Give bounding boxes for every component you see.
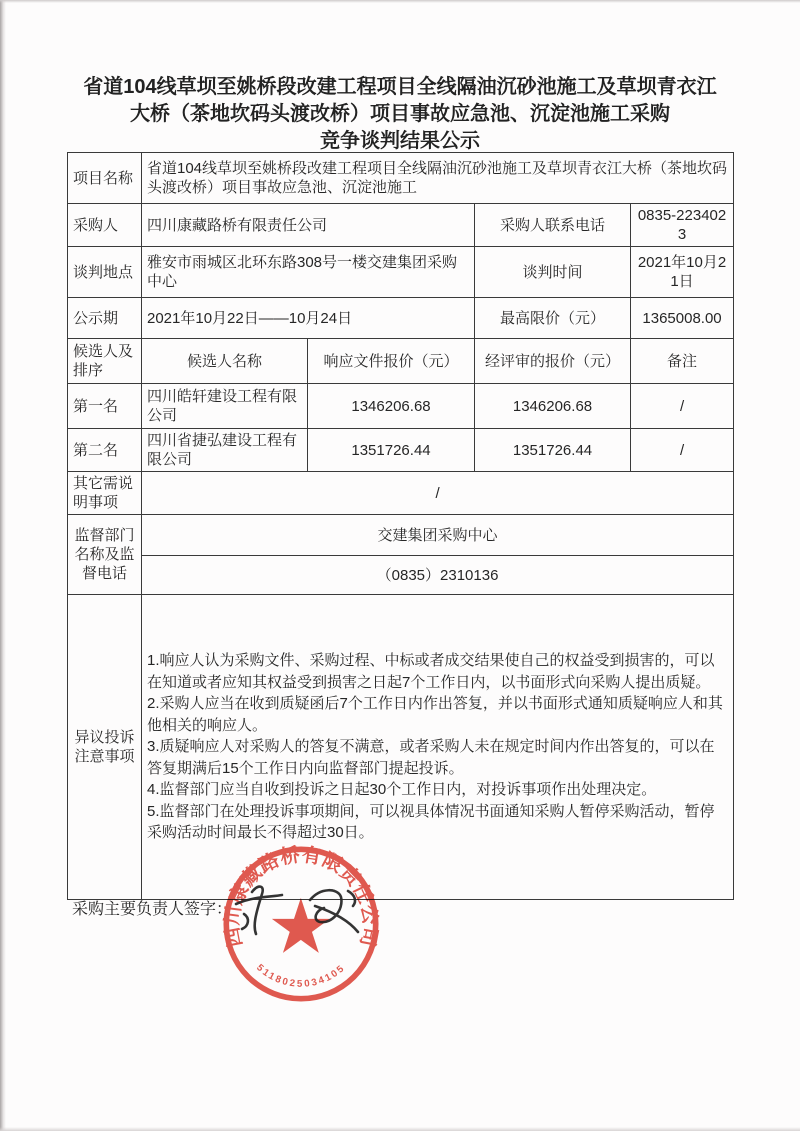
purchaser-label: 采购人 <box>68 204 142 247</box>
candidate-2-evaluated: 1351726.44 <box>475 429 631 472</box>
time-label: 谈判时间 <box>475 247 631 298</box>
table-row-project <box>68 153 734 204</box>
col-header-name: 候选人名称 <box>142 339 308 384</box>
table-row-purchaser <box>68 204 734 247</box>
scan-edge-left <box>0 0 6 1131</box>
time-value: 2021年10月21日 <box>631 247 734 298</box>
project-name-label: 项目名称 <box>68 153 142 204</box>
signature-strokes <box>236 887 358 934</box>
table-row-other <box>68 472 734 515</box>
supervisor-phone: （0835）2310136 <box>142 556 734 595</box>
max-price-value: 1365008.00 <box>631 298 734 339</box>
other-label: 其它需说明事项 <box>68 472 142 515</box>
project-name-value: 省道104线草坝至姚桥段改建工程项目全线隔油沉砂池施工及草坝青衣江大桥（茶地坎码头渡改桥）项目事故应急池、沉淀池施工 <box>142 153 734 204</box>
table-row-supervisor-phone <box>68 556 734 595</box>
purchaser-phone-value: 0835-2234023 <box>631 204 734 247</box>
stamp-number-text: 5118025034105 <box>254 962 348 990</box>
col-header-evaluated: 经评审的报价（元） <box>475 339 631 384</box>
supervisor-label: 监督部门名称及监督电话 <box>68 515 142 595</box>
other-value: / <box>142 472 734 515</box>
candidate-2-bid: 1351726.44 <box>308 429 475 472</box>
supervisor-name: 交建集团采购中心 <box>142 515 734 556</box>
objection-item-5: 5.监督部门在处理投诉事项期间，可以视具体情况书面通知采购人暂停采购活动，暂停采购活动时间最长不得超过30日。 <box>147 802 715 842</box>
scan-edge-bottom <box>0 1127 800 1131</box>
document-title <box>40 74 760 155</box>
candidates-header-label: 候选人及排序 <box>68 339 142 384</box>
stamp-star-icon: ★ <box>267 884 335 970</box>
location-label: 谈判地点 <box>68 247 142 298</box>
max-price-label: 最高限价（元） <box>475 298 631 339</box>
publicity-value: 2021年10月22日——10月24日 <box>142 298 475 339</box>
signature-row <box>72 896 232 919</box>
table-row-candidate-2 <box>68 429 734 472</box>
title-line-2: 大桥（茶地坎码头渡改桥）项目事故应急池、沉淀池施工采购 <box>130 103 670 125</box>
table-row-candidates-header <box>68 339 734 384</box>
scan-edge-top <box>0 0 800 3</box>
purchaser-phone-label: 采购人联系电话 <box>475 204 631 247</box>
purchaser-value: 四川康藏路桥有限责任公司 <box>142 204 475 247</box>
candidate-1-name: 四川皓轩建设工程有限公司 <box>142 384 308 429</box>
candidate-1-rank: 第一名 <box>68 384 142 429</box>
table-row-objection <box>68 595 734 900</box>
objection-item-4: 4.监督部门应当自收到投诉之日起30个工作日内，对投诉事项作出处理决定。 <box>147 781 657 799</box>
handwritten-signature <box>222 866 392 956</box>
stamp-company-text: 四川康藏路桥有限责任公司 <box>220 843 382 949</box>
objection-label: 异议投诉注意事项 <box>68 595 142 900</box>
col-header-remark: 备注 <box>631 339 734 384</box>
candidate-2-name: 四川省捷弘建设工程有限公司 <box>142 429 308 472</box>
table-row-candidate-1 <box>68 384 734 429</box>
signature-label: 采购主要负责人签字： <box>72 901 233 918</box>
table-row-publicity <box>68 298 734 339</box>
col-header-bid: 响应文件报价（元） <box>308 339 475 384</box>
title-line-1: 省道104线草坝至姚桥段改建工程项目全线隔油沉砂池施工及草坝青衣江 <box>83 76 717 98</box>
result-table <box>67 152 734 900</box>
objection-item-2: 2.采购人应当在收到质疑函后7个工作日内作出答复，并以书面形式通知质疑响应人和其他相关的响应人。 <box>147 695 723 734</box>
publicity-label: 公示期 <box>68 298 142 339</box>
objection-item-1: 1.响应人认为采购文件、采购过程、中标或者成交结果使自己的权益受到损害的，可以在知道或者应知其权益受到损害之日起7个工作日内，以书面形式向采购人提出质疑。 <box>147 652 715 691</box>
candidate-1-remark: / <box>631 384 734 429</box>
candidate-1-evaluated: 1346206.68 <box>475 384 631 429</box>
title-line-3: 竞争谈判结果公示 <box>320 130 480 152</box>
objection-item-3: 3.质疑响应人对采购人的答复不满意，或者采购人未在规定时间内作出答复的，可以在答复期满后15个工作日内向监督部门提起投诉。 <box>147 738 715 777</box>
candidate-2-rank: 第二名 <box>68 429 142 472</box>
location-value: 雅安市雨城区北环东路308号一楼交建集团采购中心 <box>142 247 475 298</box>
candidate-1-bid: 1346206.68 <box>308 384 475 429</box>
candidate-2-remark: / <box>631 429 734 472</box>
table-row-supervisor-name <box>68 515 734 556</box>
table-row-location <box>68 247 734 298</box>
